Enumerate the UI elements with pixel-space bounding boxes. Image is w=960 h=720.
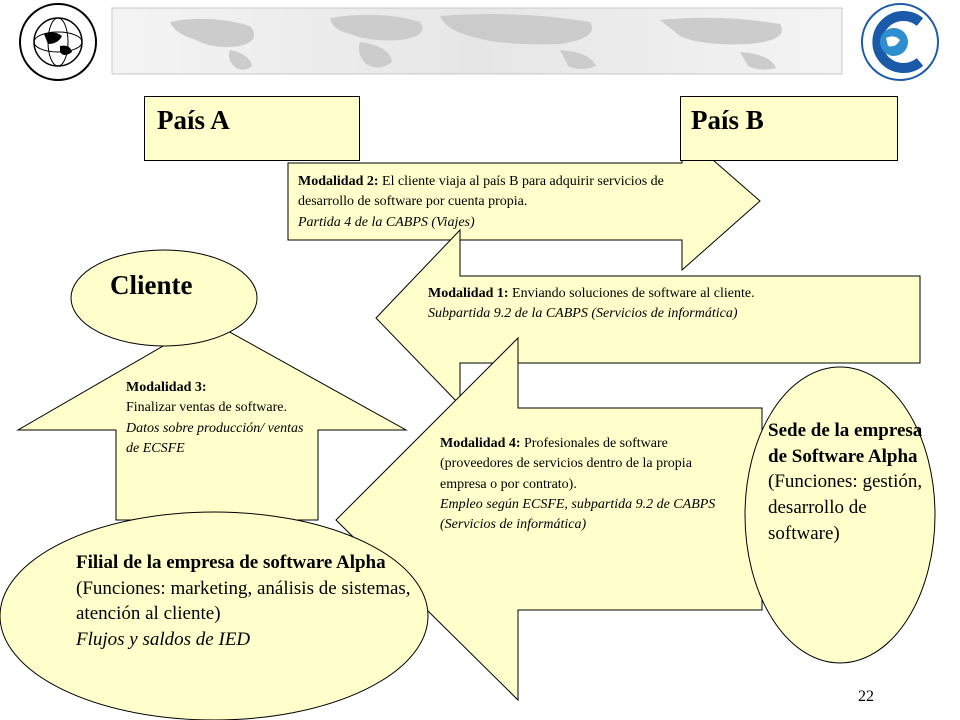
subsidiary-functions: (Funciones: marketing, análisis de sistemas, atención al cliente): [76, 577, 411, 625]
country-b-label: País B: [691, 105, 764, 135]
mode2-reference: Partida 4 de la CABPS (Viajes): [298, 214, 475, 230]
mode3-description: Finalizar ventas de software.: [126, 400, 287, 416]
subsidiary-text: [76, 550, 416, 653]
hq-functions: (Funciones: gestión, desarrollo de software): [768, 471, 923, 544]
hq-title: Sede de la empresa de Software Alpha: [768, 420, 923, 467]
mode3-label: Modalidad 3:: [126, 380, 207, 395]
page-number: 22: [858, 688, 874, 705]
subsidiary-reference: Flujos y saldos de IED: [76, 628, 251, 650]
mode4-text: [440, 434, 736, 535]
mode4-reference: Empleo según ECSFE, subpartida 9.2 de CABPS (Servicios de informática): [440, 496, 716, 533]
imf-logo: [20, 4, 96, 80]
mode4-description: Profesionales de software (proveedores de servicios dentro de la propia empresa o por contrato).: [440, 436, 692, 492]
mode1-text: [428, 284, 908, 325]
mode2-text: [298, 172, 708, 233]
country-b-box: [680, 96, 898, 161]
mode2-label: Modalidad 2:: [298, 174, 379, 189]
country-a-box: [144, 96, 360, 161]
client-label: Cliente: [110, 270, 193, 300]
mode3-text: [126, 378, 318, 459]
country-a-label: País A: [157, 105, 230, 135]
mode1-label: Modalidad 1:: [428, 286, 509, 301]
subsidiary-title: Filial de la empresa de software Alpha: [76, 552, 386, 573]
mode1-description: Enviando soluciones de software al cliente.: [508, 286, 755, 301]
hq-text: [768, 418, 933, 546]
mode3-reference: Datos sobre producción/ ventas de ECSFE: [126, 420, 304, 456]
mode1-reference: Subpartida 9.2 de la CABPS (Servicios de informática): [428, 306, 738, 322]
mode2-description: El cliente viaja al país B para adquirir servicios de desarrollo de software por cuenta propia.: [298, 174, 664, 210]
mode4-label: Modalidad 4:: [440, 436, 521, 451]
captac-logo: [862, 4, 938, 80]
